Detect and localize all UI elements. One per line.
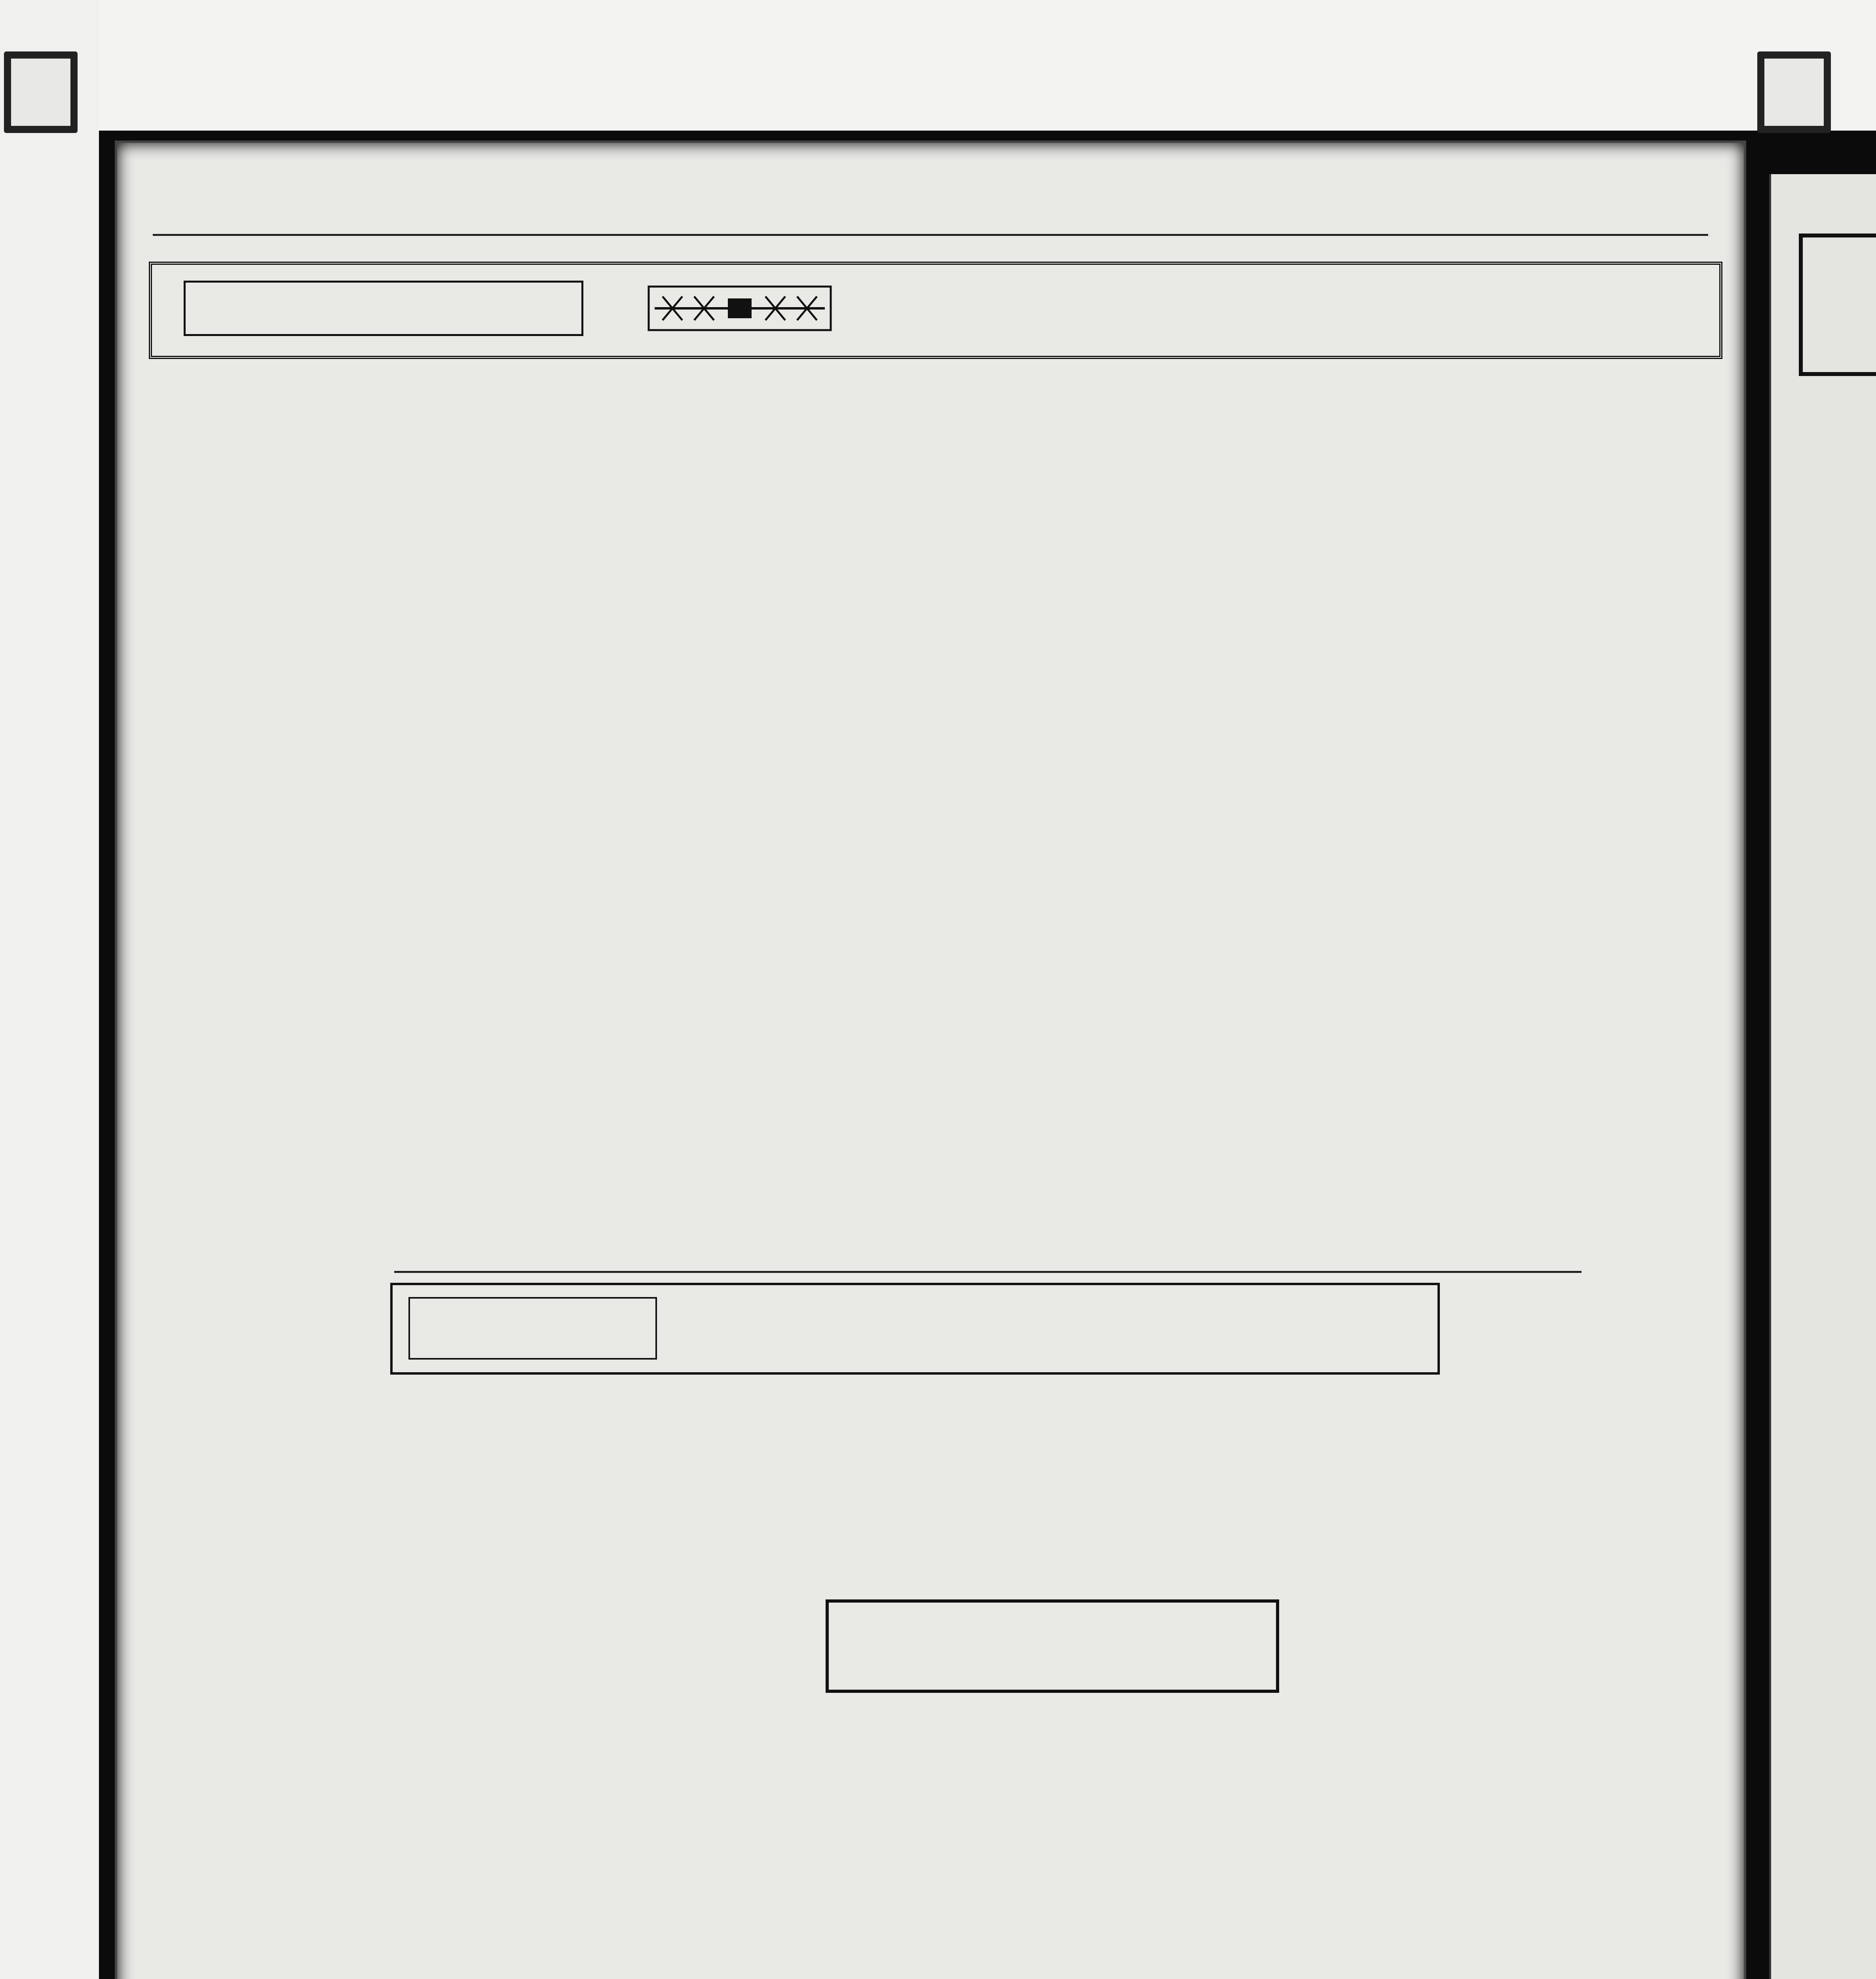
main-headline-box	[149, 262, 1722, 359]
main-article-headline	[864, 269, 1696, 348]
masthead	[153, 210, 1708, 236]
microfilm-margin-top	[0, 0, 1876, 131]
adjacent-page-headline-box	[1799, 234, 1876, 376]
adjacent-page-text	[1795, 396, 1876, 1979]
ornament-divider-icon	[647, 283, 833, 334]
main-article-byline	[184, 281, 583, 336]
second-article-headline	[689, 1289, 1422, 1368]
third-article-headline	[829, 1603, 1276, 1690]
sprocket-hole	[4, 51, 78, 133]
section-divider	[394, 1271, 1582, 1273]
newspaper-page	[115, 141, 1746, 1979]
second-headline-box	[390, 1283, 1440, 1375]
masthead-center	[731, 210, 746, 229]
third-headline-box	[826, 1599, 1279, 1693]
second-article-byline-box	[408, 1297, 657, 1360]
sprocket-hole	[1757, 51, 1831, 133]
microfilm-margin-left	[0, 0, 99, 1979]
adjacent-page-strip	[1769, 174, 1876, 1979]
